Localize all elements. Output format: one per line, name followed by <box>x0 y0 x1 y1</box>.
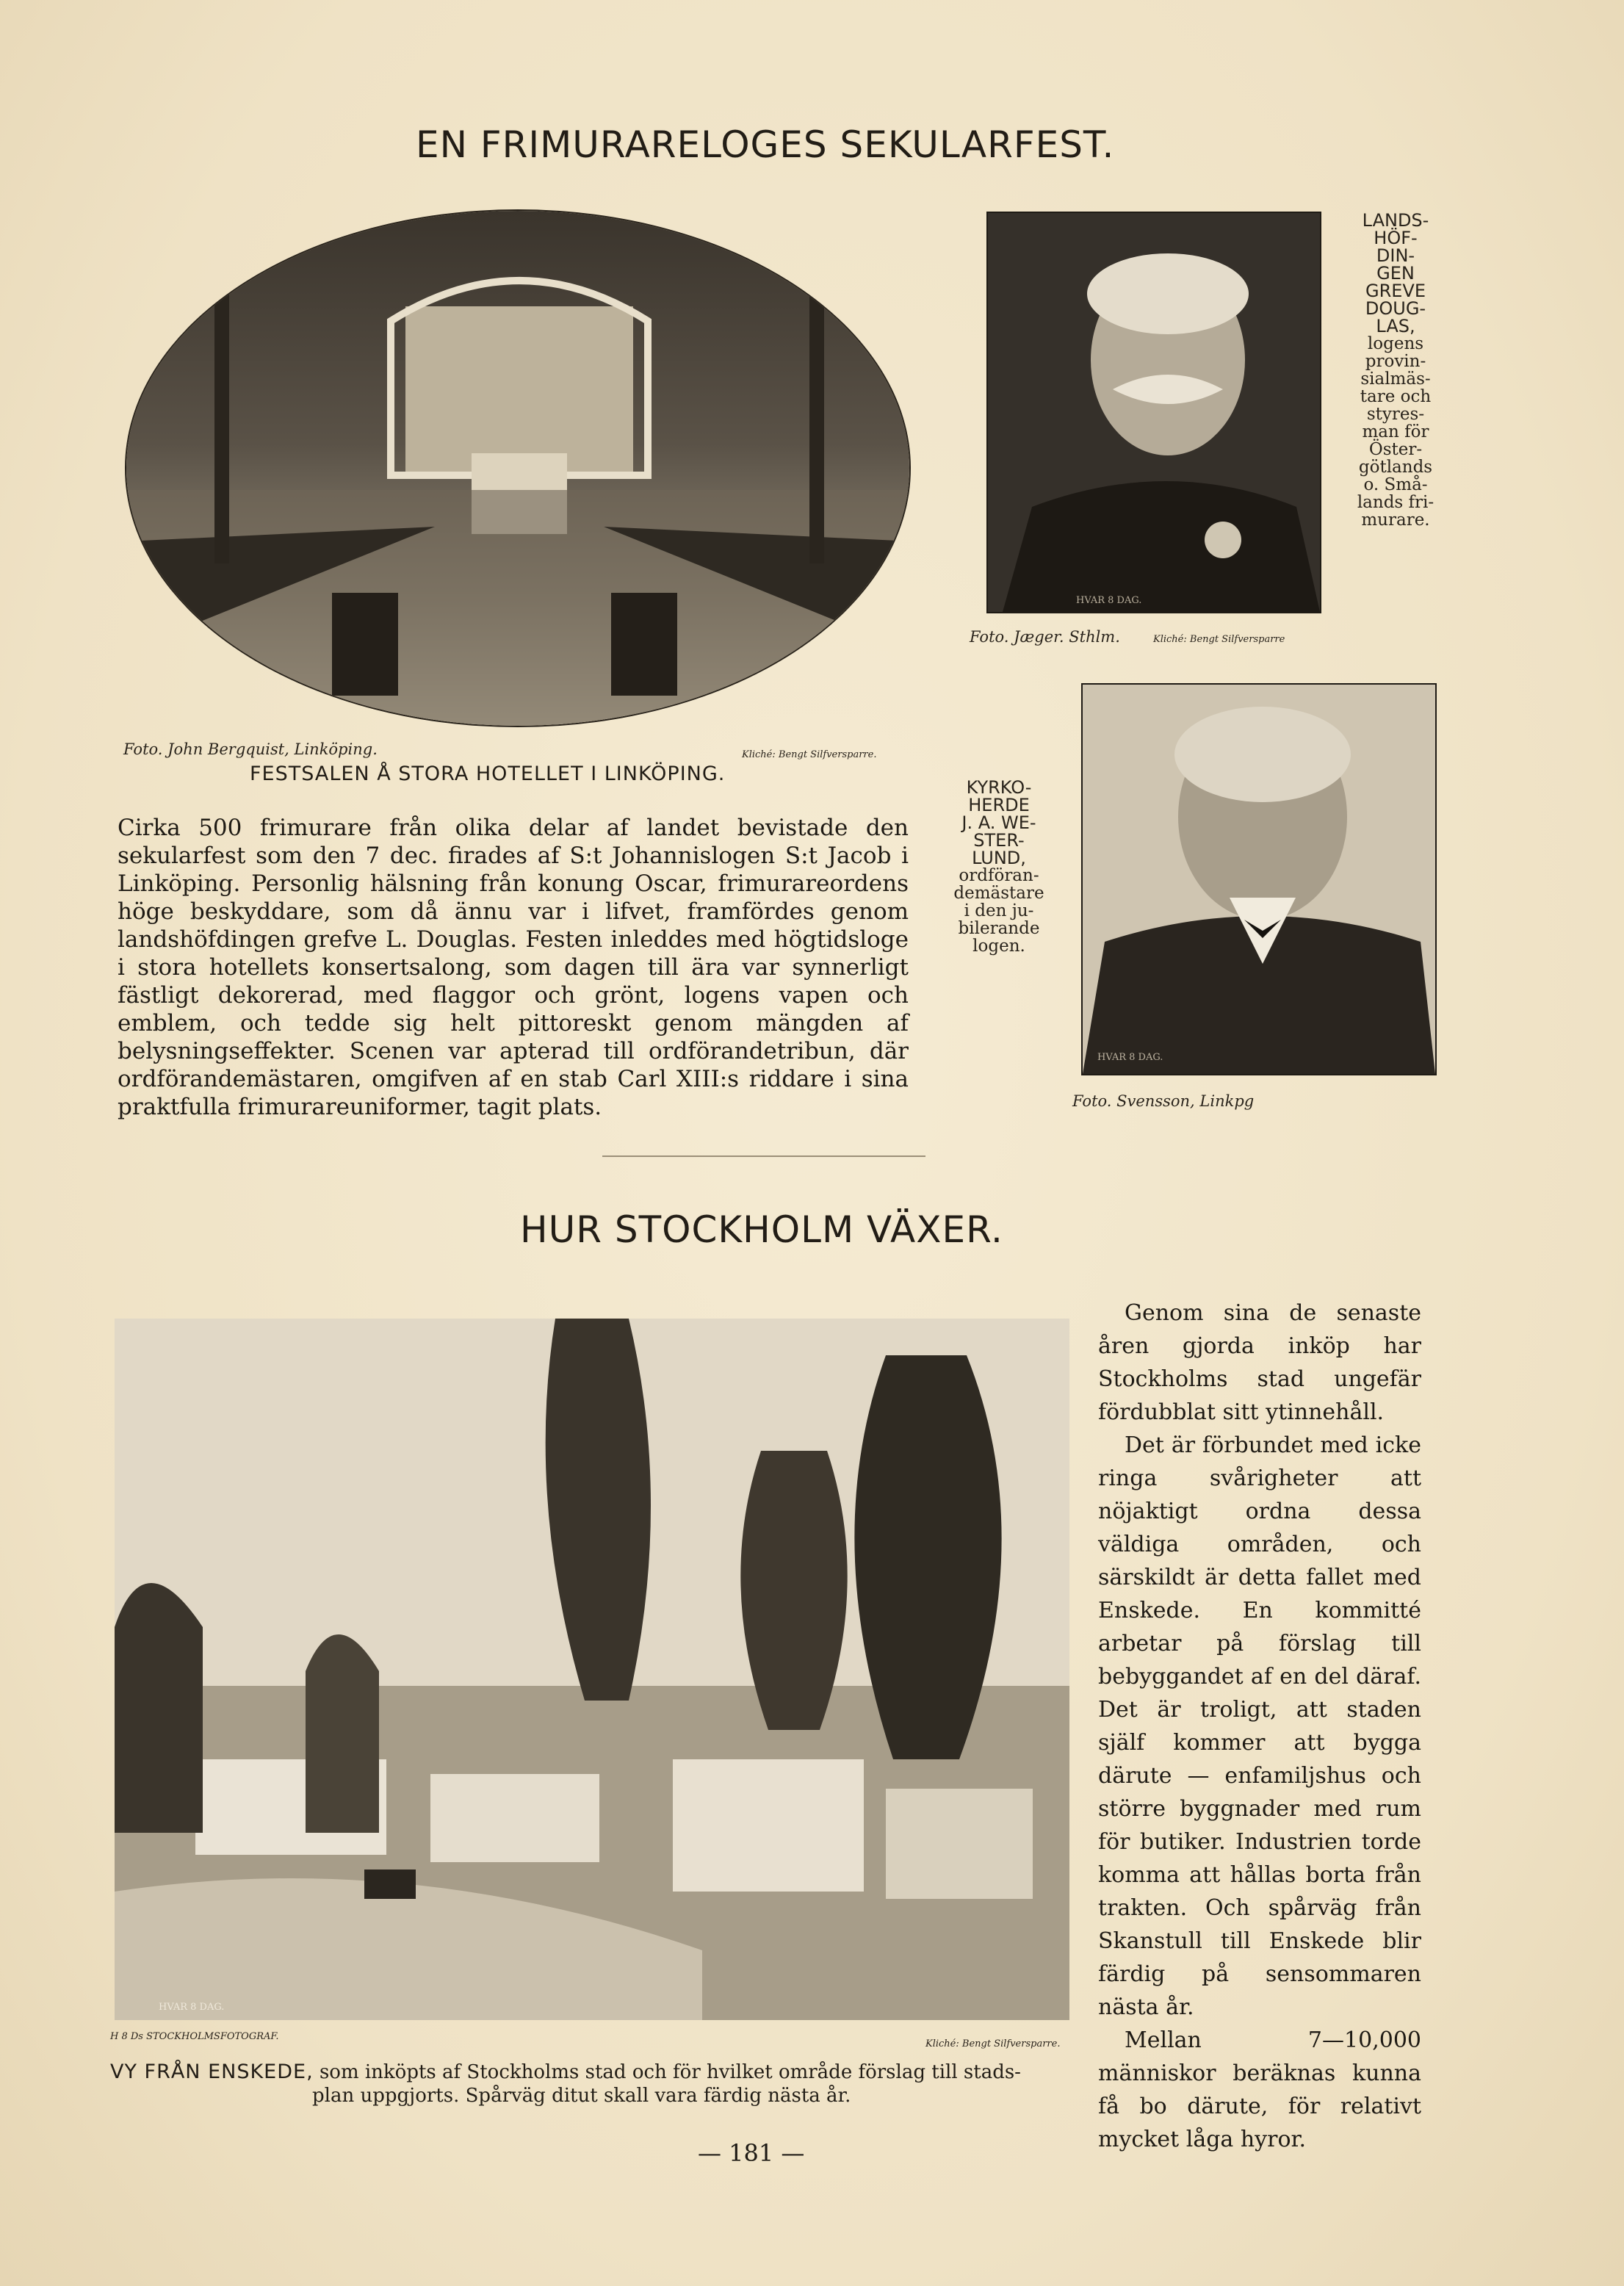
portrait1-label-text <box>1344 335 1447 529</box>
section-divider <box>602 1155 925 1157</box>
label-line: STER- <box>973 830 1025 851</box>
portrait1-label-caps <box>1344 212 1447 335</box>
enskede-photo-cliche: Kliché: Bengt Silfversparre. <box>925 2038 1061 2049</box>
article2-paragraph: Mellan 7—10,000 människor beräknas kunna få bo därute, för relativt mycket låga hyror. <box>1098 2027 1421 2152</box>
enskede-engraver-mark: HVAR 8 DAG. <box>159 2002 225 2013</box>
article2-paragraph: Det är förbundet med icke ringa svårigheter att nöjaktigt ordna dessa väldiga områden, och särskildt är detta fallet med Enskede. En kommitté arbetar på förslag till bebyggandet af en del däraf. Det är troligt, att staden själf kommer att bygga därute — enfamiljshus och större byggnader med rum för butiker. Industrien torde komma att hållas borta från trakten. Och spårväg från Skanstull till Enskede blir färdig på sensommaren nästa år. <box>1098 1432 1421 2020</box>
caption-rest: som inköpts af Stockholms stad och för hvilket område förslag till stads- <box>319 2061 1021 2083</box>
caption-line-2: plan uppgjorts. Spårväg ditut skall vara färdig nästa år. <box>312 2085 851 2107</box>
label-line: man för <box>1362 422 1429 441</box>
label-line: logens <box>1367 334 1424 353</box>
article2-paragraph: Genom sina de senaste åren gjorda inköp har Stockholms stad ungefär fördubblat sitt ytinnehåll. <box>1098 1300 1421 1425</box>
hall-photo-caption: FESTSALEN Å STORA HOTELLET I LINKÖPING. <box>250 762 726 785</box>
label-line: DIN- <box>1376 245 1415 266</box>
label-line: tare och <box>1360 387 1432 406</box>
label-line: götlands <box>1358 458 1433 477</box>
caption-lead: VY FRÅN ENSKEDE, <box>110 2060 314 2083</box>
label-line: J. A. WE- <box>961 812 1036 833</box>
portrait1-cliche: Kliché: Bengt Silfversparre <box>1153 634 1285 645</box>
portrait-westerlund-image <box>1083 685 1435 1074</box>
portrait2-label <box>944 779 1054 955</box>
label-line: i den ju- <box>964 901 1034 920</box>
enskede-photo-caption <box>110 2060 1065 2107</box>
label-line: KYRKO- <box>966 777 1032 798</box>
label-line: LUND, <box>972 848 1026 868</box>
article1-title: EN FRIMURARELOGES SEKULARFEST. <box>416 123 1115 166</box>
caption-line-1 <box>110 2060 1065 2084</box>
label-line: DOUG- <box>1365 298 1426 319</box>
portrait2-engraver-mark: HVAR 8 DAG. <box>1097 1052 1163 1063</box>
label-line: ordföran- <box>959 866 1039 885</box>
label-line: logen. <box>972 937 1025 956</box>
label-line: murare. <box>1361 511 1430 530</box>
enskede-photo <box>115 1319 1069 2020</box>
label-line: demästare <box>953 884 1044 903</box>
portrait1-label <box>1344 212 1447 529</box>
label-line: HERDE <box>968 795 1030 815</box>
label-line: provin- <box>1365 352 1426 371</box>
hall-photo <box>125 209 911 727</box>
label-line: o. Små- <box>1363 475 1428 494</box>
label-line: sialmäs- <box>1360 369 1431 389</box>
portrait-douglas <box>986 212 1321 613</box>
portrait-westerlund <box>1081 683 1437 1075</box>
article2-body <box>1098 1297 1421 2156</box>
label-line: GREVE <box>1365 281 1426 301</box>
portrait2-label-caps <box>944 779 1054 867</box>
enskede-landscape-image <box>115 1319 1069 2020</box>
portrait2-credit: Foto. Svensson, Linkpg <box>1072 1092 1255 1110</box>
portrait2-label-text <box>944 867 1054 955</box>
label-line: styres- <box>1366 405 1425 424</box>
label-line: LAS, <box>1376 316 1415 336</box>
label-line: bilerande <box>958 919 1040 938</box>
portrait1-credit: Foto. Jæger. Sthlm. <box>970 628 1120 646</box>
article1-body: Cirka 500 frimurare från olika delar af landet bevistade den sekularfest som den 7 dec. firades af S:t Johannislogen S:t Jacob i Linköping. Personlig hälsning från konung Oscar, frimurareordens höge beskyddare, som då ännu var i lifvet, framfördes genom landshöfdingen grefve L. Douglas. Festen inleddes med högtidsloge i stora hotellets konsertsalong, som dagen till ära var synnerligt fästligt dekorerad, med flaggor och grönt, logens vapen och emblem, och tedde sig helt pittoreskt genom mängden af belysningseffekter. Scenen var apterad till ordförandetribun, där ordförandemästaren, omgifven af en stab Carl XIII:s riddare i sina praktfulla frimurareuniformer, tagit plats. <box>118 815 909 1120</box>
label-line: lands fri- <box>1357 493 1434 512</box>
page-number: — 181 — <box>698 2139 805 2167</box>
article2-title: HUR STOCKHOLM VÄXER. <box>520 1208 1003 1251</box>
label-line: Öster- <box>1368 440 1423 459</box>
label-line: GEN <box>1376 263 1415 284</box>
hall-photo-credit: Foto. John Bergquist, Linköping. <box>123 740 378 758</box>
portrait-douglas-image <box>988 213 1320 612</box>
portrait1-engraver-mark: HVAR 8 DAG. <box>1076 595 1142 606</box>
enskede-photo-credit: H 8 Ds STOCKHOLMSFOTOGRAF. <box>110 2031 279 2042</box>
hall-photo-cliche: Kliché: Bengt Silfversparre. <box>742 749 877 760</box>
hall-interior-image <box>126 211 911 727</box>
label-line: LANDS- <box>1362 210 1429 231</box>
label-line: HÖF- <box>1374 228 1418 248</box>
